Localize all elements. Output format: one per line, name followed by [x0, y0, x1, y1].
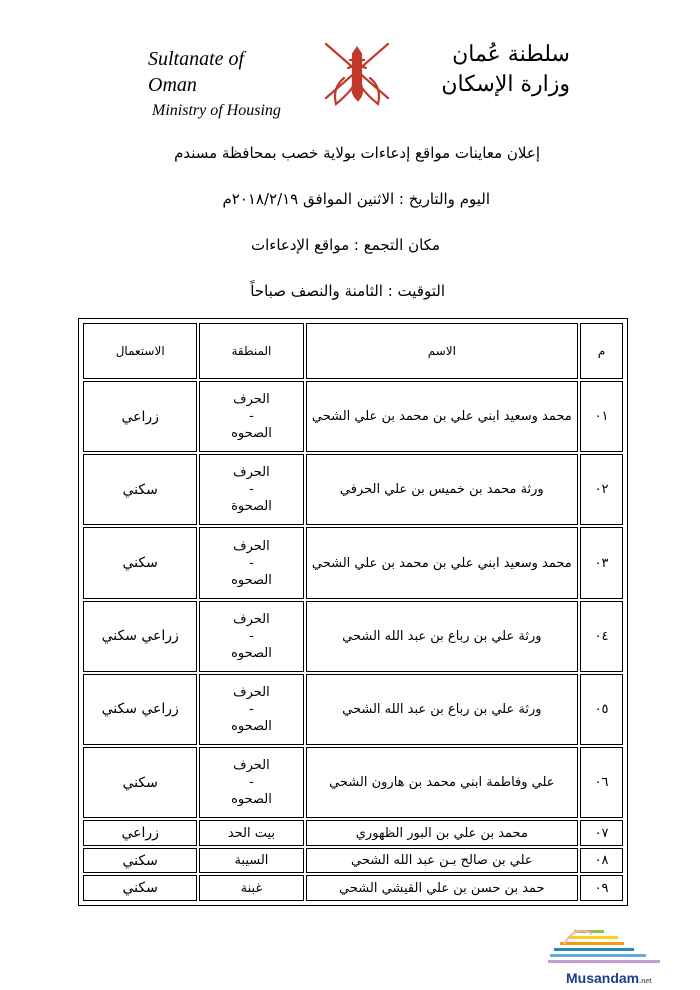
- row-area: [199, 454, 303, 525]
- row-use: سكني: [83, 848, 197, 874]
- row-area: [199, 674, 303, 745]
- table-row: [83, 674, 623, 745]
- area-line: الحرف: [233, 684, 270, 700]
- header-arabic: [430, 40, 570, 100]
- row-use: سكني: [83, 454, 197, 525]
- row-use: زراعي سكني: [83, 674, 197, 745]
- row-use: سكني: [83, 747, 197, 818]
- area-line: الصحوه: [231, 426, 272, 442]
- table-header-row: [83, 323, 623, 379]
- sultanate-name-en: Sultanate of Oman: [148, 48, 245, 96]
- musandam-watermark: [566, 970, 652, 986]
- header-name: الاسم: [306, 323, 579, 379]
- area-line: -: [249, 409, 254, 425]
- row-num: ٠٧: [580, 820, 623, 846]
- area-line: الحرف: [233, 611, 270, 627]
- area-line: -: [249, 482, 254, 498]
- table-row: [83, 820, 623, 846]
- row-num: ٠٤: [580, 601, 623, 672]
- row-name: حمد بن حسن بن علي القيشي الشحي: [306, 875, 579, 901]
- row-num: ٠٣: [580, 527, 623, 598]
- area-line: الصحوه: [231, 645, 272, 661]
- row-area: [199, 875, 303, 901]
- watermark-text: Musandam: [566, 970, 640, 986]
- table-row: [83, 601, 623, 672]
- watermark-suffix: .net: [639, 978, 652, 985]
- table-row: [83, 848, 623, 874]
- header-num: م: [580, 323, 623, 379]
- row-use: سكني: [83, 875, 197, 901]
- area-line: الحرف: [233, 538, 270, 554]
- inspection-table-grid: [81, 321, 625, 903]
- table-row: [83, 875, 623, 901]
- notice-title: إعلان معاينات مواقع إدعاءات بولاية خصب بمحافظة مسندم: [174, 144, 540, 162]
- row-area: [199, 527, 303, 598]
- oman-emblem-icon: [318, 38, 396, 112]
- area-line: الصحوه: [231, 572, 272, 588]
- row-num: ٠٨: [580, 848, 623, 874]
- header-english: [148, 46, 288, 124]
- row-area: [199, 820, 303, 846]
- row-use: زراعي: [83, 381, 197, 452]
- area-line: غبنة: [240, 880, 263, 896]
- row-use: زراعي: [83, 820, 197, 846]
- header-area: المنطقة: [199, 323, 303, 379]
- notice-date: اليوم والتاريخ : الاثنين الموافق ٢٠١٨/٢/١٩م: [222, 190, 490, 208]
- area-line: بيت الحد: [227, 825, 276, 841]
- row-name: علي بن صالح بـن عبد الله الشحي: [306, 848, 579, 874]
- notice-place: مكان التجمع : مواقع الإدعاءات: [250, 236, 440, 254]
- table-row: [83, 747, 623, 818]
- row-name: محمد وسعيد ابني علي بن محمد بن علي الشحي: [306, 381, 579, 452]
- row-name: ورثة محمد بن خميس بن علي الحرفي: [306, 454, 579, 525]
- table-body: [83, 381, 623, 901]
- table-row: [83, 454, 623, 525]
- area-line: -: [249, 555, 254, 571]
- row-name: ورثة علي بن رباع بن عبد الله الشحي: [306, 674, 579, 745]
- notice-time: التوقيت : الثامنة والنصف صباحاً: [250, 282, 445, 300]
- row-area: [199, 747, 303, 818]
- area-line: الحرف: [233, 465, 270, 481]
- row-num: ٠٩: [580, 875, 623, 901]
- row-num: ٠٢: [580, 454, 623, 525]
- row-area: [199, 601, 303, 672]
- sultanate-name-ar: سلطنة عُمان: [452, 42, 570, 67]
- inspection-table: [78, 318, 628, 906]
- area-line: -: [249, 775, 254, 791]
- area-line: الصحوه: [231, 718, 272, 734]
- ministry-name-ar: وزارة الإسكان: [441, 72, 570, 97]
- row-name: ورثة علي بن رباع بن عبد الله الشحي: [306, 601, 579, 672]
- row-num: ٠١: [580, 381, 623, 452]
- area-line: -: [249, 701, 254, 717]
- table-row: [83, 381, 623, 452]
- row-num: ٠٦: [580, 747, 623, 818]
- row-name: محمد وسعيد ابني علي بن محمد بن علي الشحي: [306, 527, 579, 598]
- area-line: الصحوه: [231, 792, 272, 808]
- row-name: محمد بن علي بن البور الظهوري: [306, 820, 579, 846]
- area-line: الصحوة: [231, 499, 272, 515]
- header-use: الاستعمال: [83, 323, 197, 379]
- row-area: [199, 848, 303, 874]
- row-name: علي وفاطمة ابني محمد بن هارون الشحي: [306, 747, 579, 818]
- row-area: [199, 381, 303, 452]
- area-line: -: [249, 628, 254, 644]
- ministry-name-en: Ministry of Housing: [152, 102, 281, 119]
- table-row: [83, 527, 623, 598]
- row-use: سكني: [83, 527, 197, 598]
- area-line: السيبة: [234, 853, 269, 869]
- area-line: الحرف: [233, 758, 270, 774]
- area-line: الحرف: [233, 392, 270, 408]
- row-use: زراعي سكني: [83, 601, 197, 672]
- row-num: ٠٥: [580, 674, 623, 745]
